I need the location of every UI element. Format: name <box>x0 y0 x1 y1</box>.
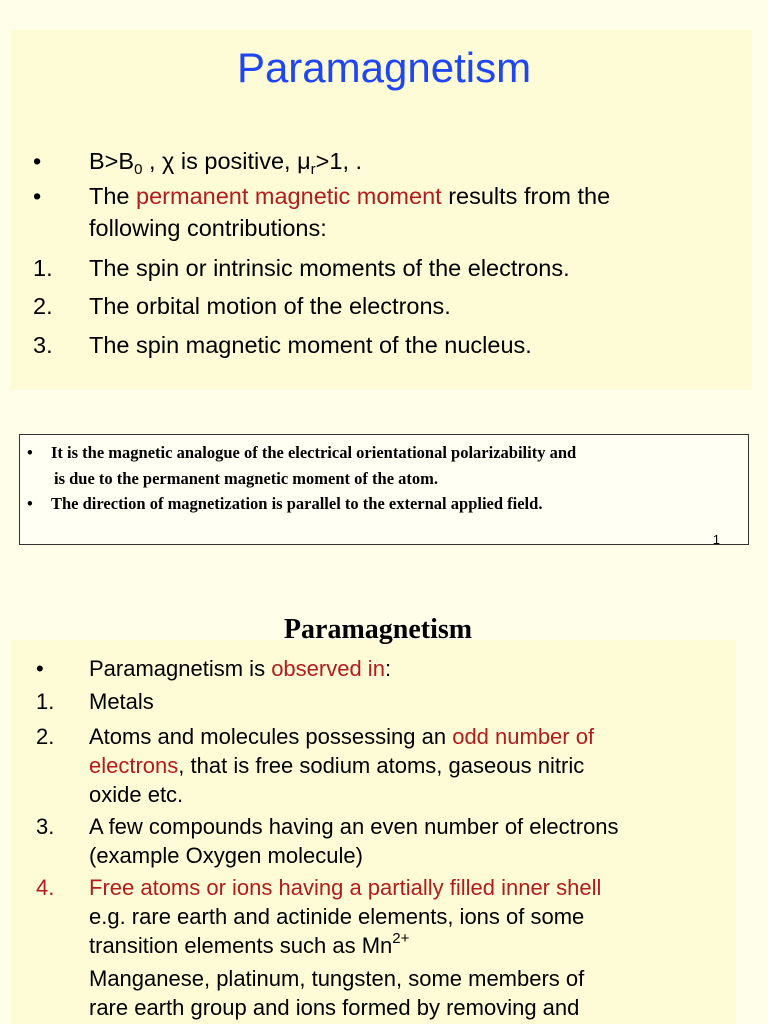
bullet-text: $B>B_0$ , χ is positive, $\mu_r>1$, . <box>89 148 363 178</box>
notes-box: • It is the magnetic analogue of the electrical orientational polarizability and is due to the permanent magnetic moment of the atom. • The direction of magnetization is parallel to the external applied field. 1 <box>19 434 749 545</box>
slide-2-title: Paramagnetism <box>283 614 473 645</box>
slide-1-title: Paramagnetism <box>236 44 532 91</box>
bullet-marker: • <box>33 183 42 209</box>
bullet-marker: • <box>33 148 42 174</box>
highlight-text: electrons <box>89 753 179 778</box>
highlight-text: permanent magnetic moment <box>136 183 442 209</box>
page-number: 1 <box>712 532 720 547</box>
highlight-text: observed in <box>271 656 385 681</box>
highlight-text: odd number of <box>452 724 595 749</box>
bullet-text: The permanent magnetic moment results from the <box>89 183 611 209</box>
